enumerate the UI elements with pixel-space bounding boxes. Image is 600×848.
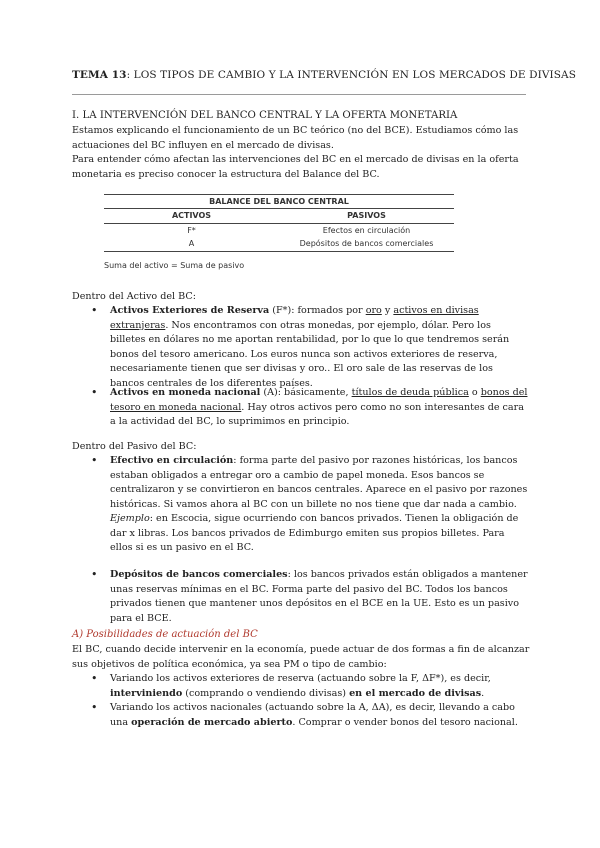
text: (A): básicamente, [260,387,352,398]
col-activos: ACTIVOS [171,211,212,220]
table-cell: A [188,239,195,248]
list-item-variando-exteriores [110,672,528,701]
text: : los bancos privados están obligados a mantener unas reservas mínimas en el BC. Forma parte del pasivo del BC. Todos los bancos privados tienen que mantener unos depósitos en el BCE en la UE. Esto es un pasivo para el BCE. [110,569,528,624]
text: : en Escocia, sigue ocurriendo con bancos privados. Tienen la obligación de dar x libras. Los bancos privados de Edimburgo emiten sus propios billetes. Para ellos si es un pasivo en el BC. [110,513,519,553]
page-title [72,69,576,81]
sectionA-intro: El BC, cuando decide intervenir en la economía, puede actuar de dos formas a fin de alcanzar sus objetivos de política económica, ya sea PM o tipo de cambio: [72,644,530,670]
text: . Nos encontramos con otras monedas, por ejemplo, dólar. Pero los billetes en dólares no me aportan rentabilidad, por lo que lo que tendremos serán bonos del tesoro americano. Los euros nunca son activos exteriores de reserva, necesariamente tienen que ser divisas y oro.. El oro sale de las reservas de los bancos centrales de los diferentes países. [110,319,510,389]
text: (F*): formados por [269,305,366,316]
text: . [481,687,485,699]
text: . Hay otros activos pero como no son interesantes de cara a la actividad del BC, lo suprimimos en principio. [110,401,524,427]
col-pasivos: PASIVOS [347,211,386,220]
title-bold: TEMA 13 [72,69,127,81]
list-item-efectivo [110,454,528,556]
balance-table [104,194,454,252]
bold-term: en el mercado de divisas [349,687,482,699]
underlined-term: bonos del tesoro en moneda nacional [110,387,528,413]
list-item-activos-exteriores [110,304,528,391]
activo-heading: Dentro del Activo del BC: [72,291,196,302]
underlined-term: oro [365,305,382,316]
list-item-activos-nacional [110,386,528,430]
table-cell: Efectos en circulación [322,225,411,235]
table-cell: F* [187,225,196,235]
text: Variando los activos exteriores de reserva (actuando sobre la F, ΔF*), es decir, [110,673,491,684]
balance-table-title: BALANCE DEL BANCO CENTRAL [104,194,454,209]
text: : forma parte del pasivo por razones históricas, los bancos estaban obligados a entregar oro a cambio de papel moneda. Esos bancos se centralizaron y se convirtieron en bancos centrales. Aparece en el pasivo por razones históricas. Si vamos ahora al BC con un billete no nos tiene que dar nada a cambio. [110,455,528,510]
list-item-variando-nacionales [110,701,528,730]
table-cell: Depósitos de bancos comerciales [299,239,434,248]
term-activos-nacional: Activos en moneda nacional [110,387,261,398]
bold-term: interviniendo [110,687,183,699]
table-row [104,237,454,252]
term-efectivo: Efectivo en circulación [110,455,234,466]
term-depositos: Depósitos de bancos comerciales [110,569,288,580]
term-activos-exteriores: Activos Exteriores de Reserva [110,305,270,316]
table-row [104,224,454,238]
text: . Comprar o vender bonos del tesoro nacional. [292,716,518,728]
title-divider [72,94,526,95]
text: Variando los activos nacionales (actuando sobre la A, ΔA), es decir, llevando a cabo una [110,702,515,728]
section-heading-intervencion: I. LA INTERVENCIÓN DEL BANCO CENTRAL Y LA OFERTA MONETARIA [72,110,458,121]
list-item-depositos [110,568,528,626]
underlined-term: títulos de deuda pública [351,387,469,398]
balance-table-header [104,209,454,224]
underlined-term: activos en divisas extranjeras [110,305,479,331]
text: (comprando o vendiendo divisas) [182,687,350,699]
example-label: Ejemplo [110,513,150,524]
subsection-heading: A) Posibilidades de actuación del BC [72,629,258,640]
intro-paragraphs [72,124,532,182]
bold-term: operación de mercado abierto [131,716,293,728]
pasivo-heading: Dentro del Pasivo del BC: [72,441,197,452]
intro-para-1: Estamos explicando el funcionamiento de un BC teórico (no del BCE). Estudiamos cómo las actuaciones del BC influyen en el mercado de divisas. [72,125,519,151]
text: o [468,387,481,398]
table-note: Suma del activo = Suma de pasivo [104,261,245,270]
text: y [381,305,394,316]
intro-para-2: Para entender cómo afectan las intervenciones del BC en el mercado de divisas en la oferta monetaria es preciso conocer la estructura del Balance del BC. [72,154,519,180]
title-rest: : LOS TIPOS DE CAMBIO Y LA INTERVENCIÓN EN LOS MERCADOS DE DIVISAS [126,69,577,81]
